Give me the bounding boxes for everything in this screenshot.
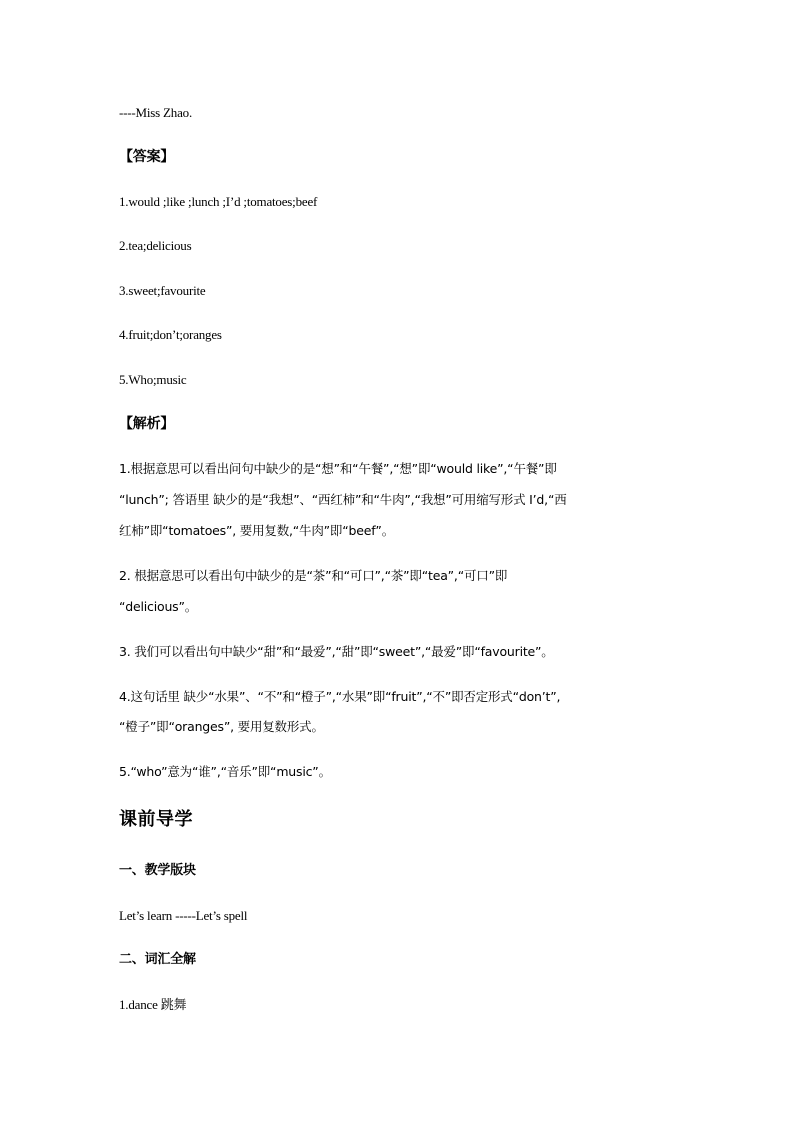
analysis-item-2-line-2: “delicious”。 [119, 599, 198, 614]
part2-title: 二、词汇全解 [119, 952, 196, 967]
part1-content: Let’s learn -----Let’s spell [119, 908, 248, 923]
analysis-item-5-line-1: 5.“who”意为“谁”,“音乐”即“music”。 [119, 764, 331, 779]
answer-heading: 【答案】 [119, 149, 175, 165]
analysis-item-4-line-2: “橙子”即“oranges”, 要用复数形式。 [119, 719, 324, 734]
analysis-item-2-line-1: 2. 根据意思可以看出句中缺少的是“茶”和“可口”,“茶”即“tea”,“可口”即 [119, 568, 508, 583]
section-title: 课前导学 [119, 809, 193, 830]
analysis-item-1-line-3: 红柿”即“tomatoes”, 要用复数,“牛肉”即“beef”。 [119, 523, 395, 538]
vocab-item-1: 1.dance 跳舞 [119, 997, 187, 1012]
signature-line: ----Miss Zhao. [119, 105, 193, 120]
analysis-item-1-line-2: “lunch”; 答语里 缺少的是“我想”、“西红柿”和“牛肉”,“我想”可用缩写形式 I’d,“西 [119, 492, 567, 507]
analysis-item-4-line-1: 4.这句话里 缺少“水果”、“不”和“橙子”,“水果”即“fruit”,“不”即否定形式“don’t”, [119, 689, 561, 704]
answer-item-1: 1.would ;like ;lunch ;I’d ;tomatoes;beef [119, 194, 318, 209]
answer-item-3: 3.sweet;favourite [119, 283, 206, 298]
analysis-heading: 【解析】 [119, 416, 175, 432]
part1-title: 一、教学版块 [119, 863, 196, 878]
analysis-item-3-line-1: 3. 我们可以看出句中缺少“甜”和“最爱”,“甜”即“sweet”,“最爱”即“favourite”。 [119, 644, 554, 659]
answer-item-4: 4.fruit;don’t;oranges [119, 327, 222, 342]
analysis-item-1-line-1: 1.根据意思可以看出问句中缺少的是“想”和“午餐”,“想”即“would like”,“午餐”即 [119, 461, 557, 476]
answer-item-2: 2.tea;delicious [119, 238, 192, 253]
answer-item-5: 5.Who;music [119, 372, 187, 387]
